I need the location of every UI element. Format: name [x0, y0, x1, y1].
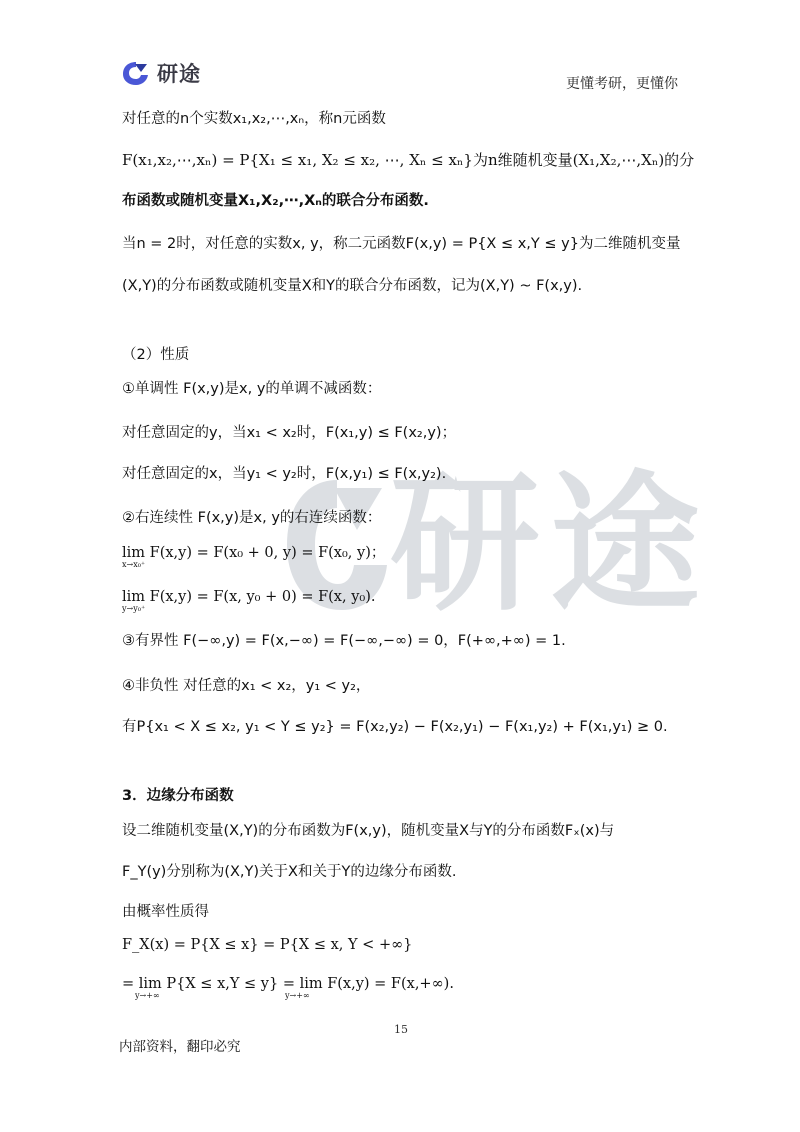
limit-subscript: y→+∞ — [285, 991, 310, 1000]
property-heading: ②右连续性 F(x,y)是x, y的右连续函数： — [122, 510, 382, 526]
formula-line: lim F(x,y) = F(x₀ + 0, y) = F(x₀, y)； — [122, 545, 386, 561]
limit-subscript: y→+∞ — [135, 991, 160, 1000]
brand-logo — [121, 58, 201, 88]
text-line: 设二维随机变量(X,Y)的分布函数为F(x,y)，随机变量X与Y的分布函数Fₓ(x)与 — [122, 823, 615, 839]
formula-line: lim F(x,y) = F(x, y₀ + 0) = F(x, y₀). — [122, 589, 376, 605]
property-heading: ③有界性 F(−∞,y) = F(x,−∞) = F(−∞,−∞) = 0，F(+∞,+∞) = 1. — [122, 633, 566, 649]
formula-line: F(x₁,x₂,⋯,xₙ) = P{X₁ ≤ x₁, X₂ ≤ x₂, ⋯, Xₙ ≤ xₙ}为n维随机变量(X₁,X₂,⋯,Xₙ)的分 — [122, 151, 695, 169]
text-line: 由概率性质得 — [122, 904, 209, 920]
property-heading: ④非负性 对任意的x₁ < x₂，y₁ < y₂， — [122, 678, 371, 694]
text-line: 当n = 2时，对任意的实数x, y，称二元函数F(x,y) = P{X ≤ x,Y ≤ y}为二维随机变量 — [122, 236, 681, 252]
formula-line: F_X(x) = P{X ≤ x} = P{X ≤ x, Y < +∞} — [122, 937, 413, 953]
page-number: 15 — [394, 1023, 408, 1036]
limit-subscript: x→x₀⁺ — [122, 560, 146, 569]
text-line: 布函数或随机变量X₁,X₂,⋯,Xₙ的联合分布函数. — [122, 193, 429, 209]
header-slogan: 更懂考研，更懂你 — [566, 76, 678, 92]
section-heading: 3．边缘分布函数 — [122, 788, 234, 804]
text-line: 对任意固定的x，当y₁ < y₂时，F(x,y₁) ≤ F(x,y₂). — [122, 466, 447, 482]
property-heading: ①单调性 F(x,y)是x, y的单调不减函数： — [122, 381, 382, 397]
formula-line: 有P{x₁ < X ≤ x₂, y₁ < Y ≤ y₂} = F(x₂,y₂) − F(x₂,y₁) − F(x₁,y₂) + F(x₁,y₁) ≥ 0. — [122, 719, 668, 735]
section-heading: （2）性质 — [122, 347, 190, 363]
footer-note: 内部资料，翻印必究 — [119, 1039, 241, 1055]
watermark-text: 研途 — [390, 458, 711, 632]
text-line: (X,Y)的分布函数或随机变量X和Y的联合分布函数，记为(X,Y) ~ F(x,y). — [122, 278, 583, 294]
logo-mark-icon — [121, 59, 151, 87]
text-line: F_Y(y)分别称为(X,Y)关于X和关于Y的边缘分布函数. — [122, 864, 457, 880]
text-line: 对任意固定的y，当x₁ < x₂时，F(x₁,y) ≤ F(x₂,y)； — [122, 425, 457, 441]
text-line: 对任意的n个实数x₁,x₂,⋯,xₙ，称n元函数 — [122, 111, 386, 127]
limit-subscript: y→y₀⁺ — [122, 604, 146, 613]
logo-text: 研途 — [157, 62, 201, 86]
formula-line: = lim P{X ≤ x,Y ≤ y} = lim F(x,y) = F(x,+∞). — [122, 976, 454, 992]
